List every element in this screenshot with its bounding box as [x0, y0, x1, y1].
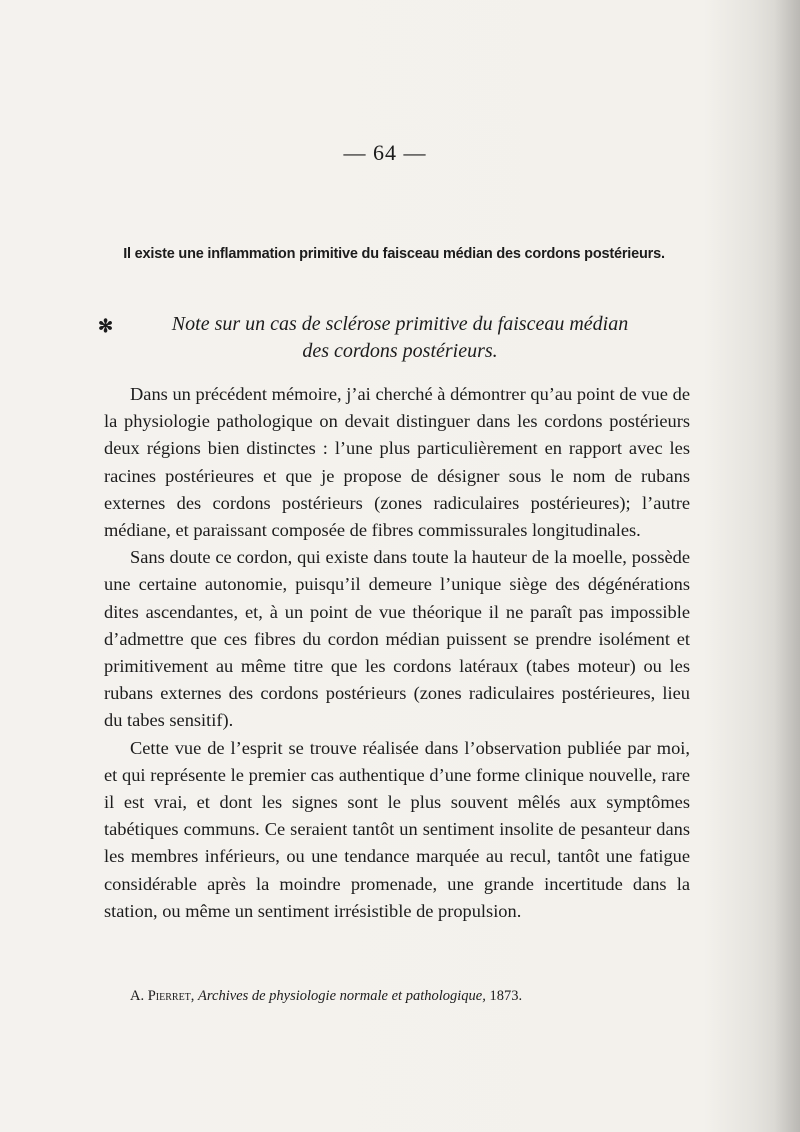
paragraph-1: Dans un précédent mémoire, j’ai cherché à démontrer qu’au point de vue de la physiologie pathologique on devait distinguer dans les cordons postérieurs deux régions bien distinctes : l’une plus particulièrement en rapport avec les racines postérieures et que je propose de désigner sous le nom de rubans externes des cordons postérieurs (zones radiculaires postérieures); l’autre médiane, et paraissant composée de fibres commissurales longitudinales.	[104, 384, 690, 541]
paragraph-2: Sans doute ce cordon, qui existe dans toute la hauteur de la moelle, possède une certaine autonomie, puisqu’il demeure l’unique siège des dégénérations dites ascendantes, et, à un point de vue théorique il ne paraît pas impossible d’admettre que ces fibres du cordon médian puissent se prendre isolément et primitivement au même titre que les cordons latéraux (tabes moteur) ou les rubans externes des cordons postérieurs (zones radiculaires postérieures, lieu du tabes sensitif).	[104, 547, 690, 731]
paragraph-3: Cette vue de l’esprit se trouve réalisée dans l’observation publiée par moi, et qui représente le premier cas authentique d’une forme clinique nouvelle, rare il est vrai, et dont les signes sont le plus souvent mêlés aux symptômes tabétiques communs. Ce seraient tantôt un sentiment insolite de pesanteur dans les membres inférieurs, ou une tendance marquée au recul, tantôt une fatigue considérable après la moindre promenade, une grande incertitude dans la station, ou même un sentiment irrésistible de propulsion.	[104, 737, 690, 921]
footnote-marker-icon: ✻	[98, 316, 114, 336]
footnote	[130, 988, 690, 1005]
page-number: — 64 —	[343, 140, 427, 165]
footnote-year: 1873.	[489, 988, 523, 1004]
section-heading: Il existe une inflammation primitive du faisceau médian des cordons postérieurs.	[123, 246, 665, 262]
footnote-journal: Archives de physiologie normale et pathologique,	[198, 988, 486, 1004]
footnote-author: Pierret,	[147, 988, 195, 1004]
note-title-line-2: des cordons postérieurs.	[302, 340, 498, 362]
body-text	[104, 381, 690, 925]
footnote-initial: A.	[130, 988, 145, 1004]
page-edge-shadow	[774, 0, 800, 1132]
note-title-line-1: Note sur un cas de sclérose primitive du faisceau médian	[171, 313, 629, 335]
note-title	[130, 311, 670, 365]
